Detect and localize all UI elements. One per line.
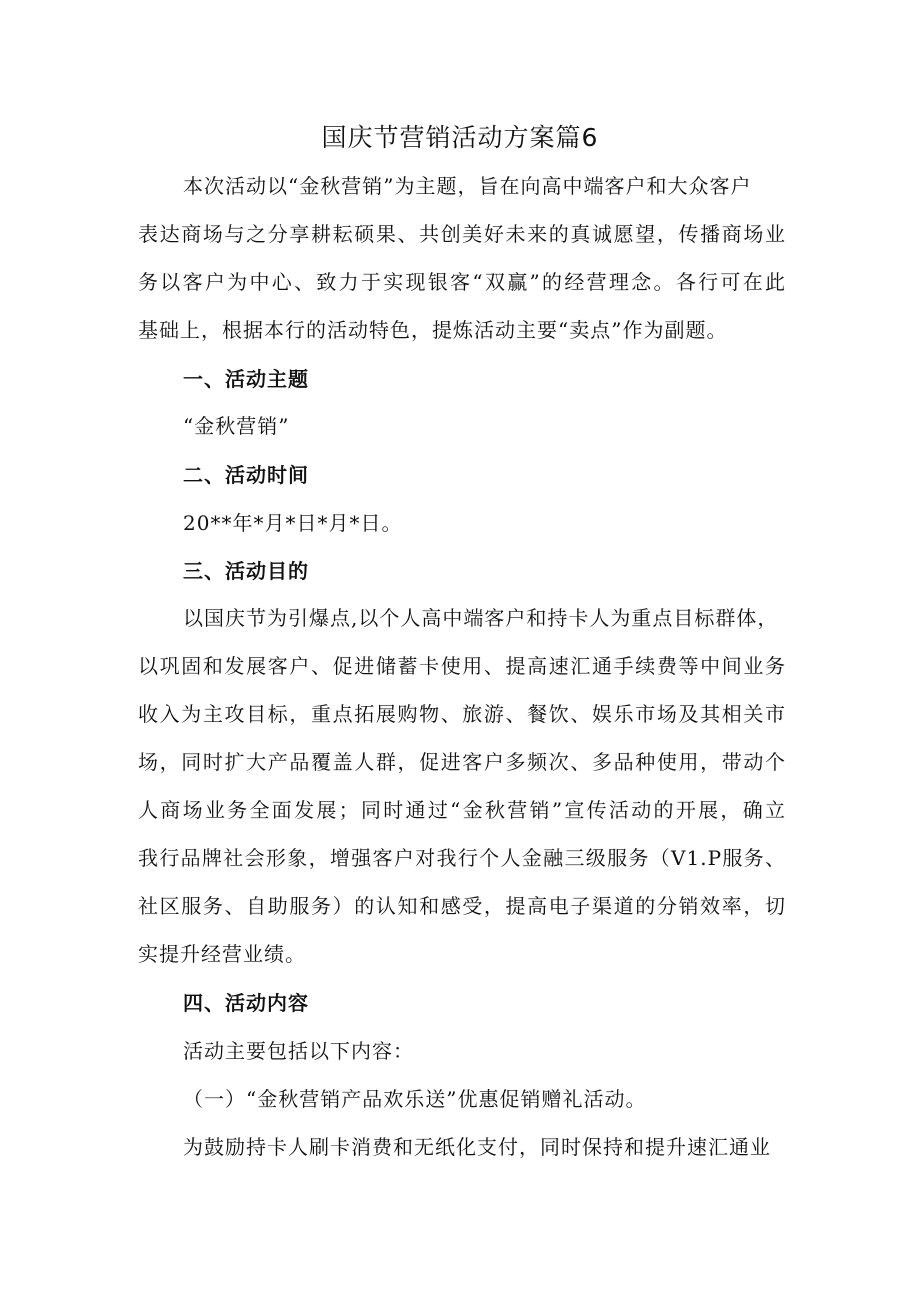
section-3-line-8: 实提升经营业绩。 [138,942,306,966]
intro-line-4: 基础上，根据本行的活动特色，提炼活动主要“卖点”作为副题。 [138,318,728,342]
section-4-intro: 活动主要包括以下内容： [183,1039,414,1063]
document-title: 国庆节营销活动方案篇6 [321,123,599,152]
section-3-line-4: 场，同时扩大产品覆盖人群，促进客户多频次、多品种使用，带动个 [138,750,786,774]
intro-line-1: 本次活动以“金秋营销”为主题，旨在向高中端客户和大众客户 [183,174,752,198]
section-2-body: 20**年*月*日*月*日。 [183,511,403,535]
section-4-heading: 四、活动内容 [183,991,309,1015]
section-4-body-line-1: 为鼓励持卡人刷卡消费和无纸化支付，同时保持和提升速汇通业 [183,1135,771,1159]
section-3-line-2: 以巩固和发展客户、促进储蓄卡使用、提高速汇通手续费等中间业务 [138,654,786,678]
intro-line-2: 表达商场与之分享耕耘硕果、共创美好未来的真诚愿望，传播商场业 [138,222,786,246]
section-1-heading: 一、活动主题 [183,367,309,391]
section-3-heading: 三、活动目的 [183,559,309,583]
section-3-line-5: 人商场业务全面发展；同时通过“金秋营销”宣传活动的开展，确立 [138,798,786,822]
intro-line-3: 务以客户为中心、致力于实现银客“双赢”的经营理念。各行可在此 [138,270,786,294]
section-3-line-7: 社区服务、自助服务）的认知和感受，提高电子渠道的分销效率，切 [138,894,786,918]
section-2-heading: 二、活动时间 [183,463,309,487]
section-1-body: “金秋营销” [183,414,290,438]
section-4-sub-1: （一）“金秋营销产品欢乐送”优惠促销赠礼活动。 [183,1087,647,1111]
section-3-line-3: 收入为主攻目标，重点拓展购物、旅游、餐饮、娱乐市场及其相关市 [138,702,786,726]
section-3-line-6: 我行品牌社会形象，增强客户对我行个人金融三级服务（V1.P服务、 [138,846,786,870]
section-3-line-1: 以国庆节为引爆点,以个人高中端客户和持卡人为重点目标群体， [183,606,779,630]
